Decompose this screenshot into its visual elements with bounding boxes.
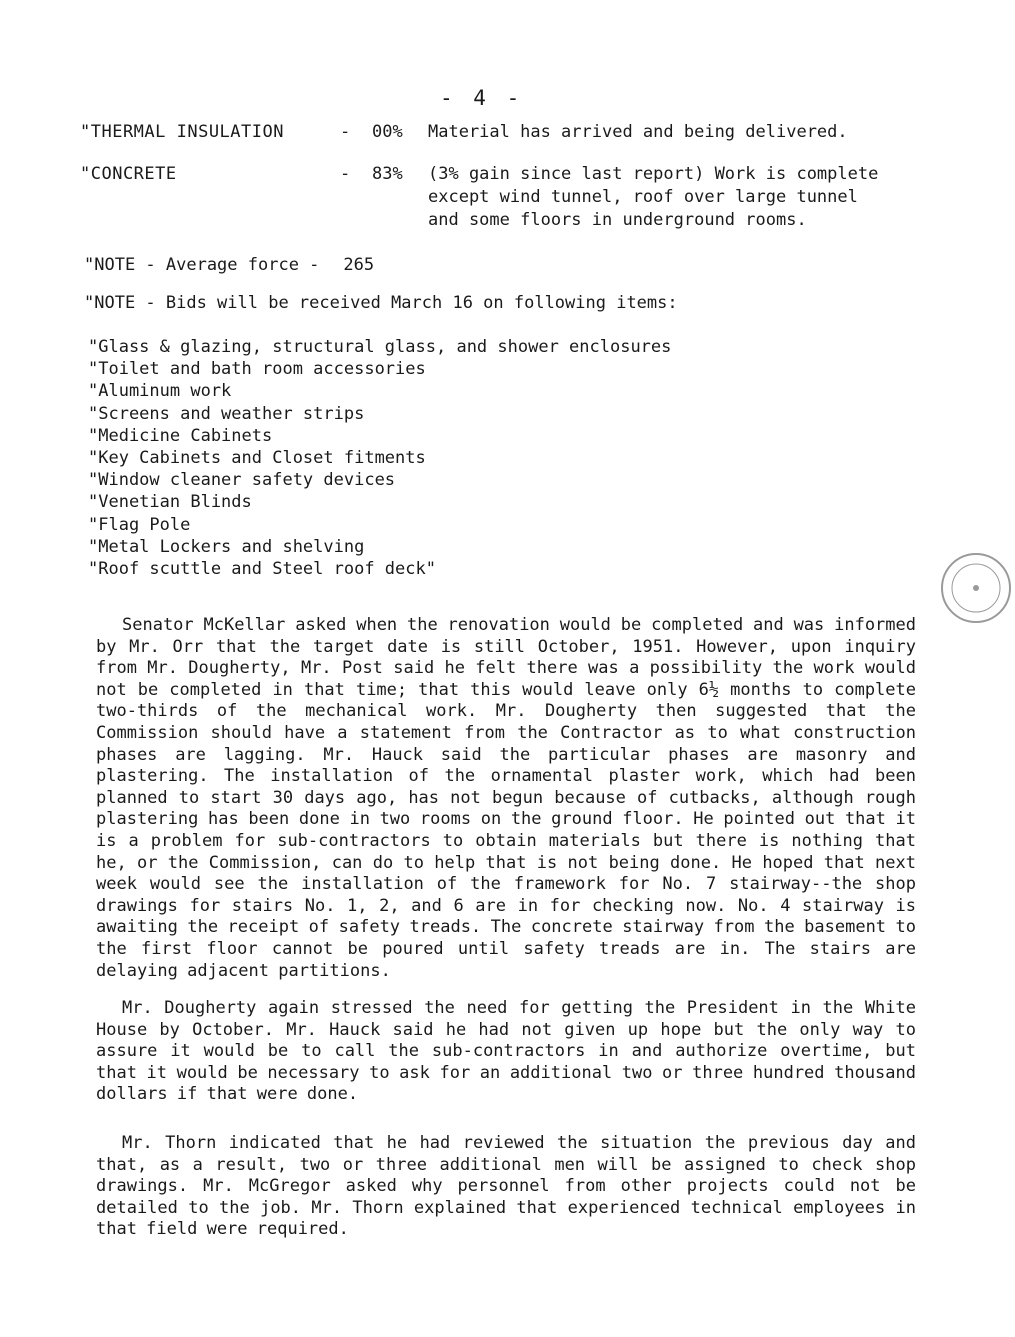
list-item: "Venetian Blinds — [88, 492, 252, 513]
list-item: "Key Cabinets and Closet fitments — [88, 448, 426, 469]
note-force-label: "NOTE - Average force - — [84, 255, 320, 275]
status-description: (3% gain since last report) Work is complete except wind tunnel, roof over large tunnel and some floors in underground rooms. — [428, 164, 879, 230]
status-label: "CONCRETE — [80, 164, 177, 184]
list-item: "Window cleaner safety devices — [88, 470, 396, 491]
library-stamp-icon — [938, 550, 1014, 626]
status-dash: - — [340, 164, 351, 184]
status-percent: 00% — [372, 122, 403, 142]
list-item: "Glass & glazing, structural glass, and shower enclosures — [88, 337, 672, 357]
list-item: "Medicine Cabinets — [88, 425, 273, 446]
status-description: Material has arrived and being delivered. — [428, 122, 848, 142]
page-number: - 4 - — [440, 86, 524, 110]
list-item: "Roof scuttle and Steel roof deck" — [88, 559, 436, 580]
paragraph-shop-drawings: Mr. Thorn indicated that he had reviewed the situation the previous day and that, as a result, two or three additional men will be assigned to check shop drawings. Mr. McGregor asked why personnel from other projects could not be detailed to the job. Mr. Thorn explained that experienced technical employees in that field were required. — [96, 1133, 916, 1240]
paragraph-renovation: Senator McKellar asked when the renovation would be completed and was informed by Mr. Orr that the target date is still October, 1951. However, upon inquiry from Mr. Dougherty, Mr. Post said he felt there was a possibility the work would not be completed in that time; that this would leave only 6½ months to complete two-thirds of the mechanical work. Mr. Dougherty then suggested that the Commission should have a statement from the Contractor as to what construction phases are lagging. Mr. Hauck said the particular phases are masonry and plastering. The installation of the ornamental plaster work, which had been planned to start 30 days ago, has not begun because of cutbacks, although rough plastering has been done in two rooms on the ground floor. He pointed out that it is a problem for sub-contractors to obtain materials but there is nothing that he, or the Commission, can do to help that is not being done. He hoped that next week would see the installation of the framework for No. 7 stairway--the shop drawings for stairs No. 1, 2, and 6 are in for checking now. No. 4 stairway is awaiting the receipt of safety treads. The concrete stairway from the basement to the first floor cannot be poured until safety treads are in. The stairs are delaying adjacent partitions. — [96, 615, 916, 981]
list-item: "Screens and weather strips — [88, 403, 365, 424]
list-item: "Flag Pole — [88, 514, 191, 535]
note-force-value: 265 — [343, 255, 375, 275]
bid-items-list — [88, 336, 671, 580]
list-item: "Toilet and bath room accessories — [88, 359, 426, 380]
status-percent: 83% — [372, 164, 403, 184]
note-bids: "NOTE - Bids will be received March 16 on following items: — [84, 293, 678, 313]
list-item: "Metal Lockers and shelving — [88, 536, 365, 557]
status-label: "THERMAL INSULATION — [80, 122, 284, 142]
note-average-force — [84, 255, 374, 275]
status-dash: - — [340, 122, 351, 142]
list-item: "Aluminum work — [88, 381, 232, 402]
paragraph-white-house: Mr. Dougherty again stressed the need for getting the President in the White House by October. Mr. Hauck said he had not given up hope but the only way to assure it would be to call the sub-contractors in and authorize overtime, but that it would be necessary to ask for an additional two or three hundred thousand dollars if that were done. — [96, 998, 916, 1105]
